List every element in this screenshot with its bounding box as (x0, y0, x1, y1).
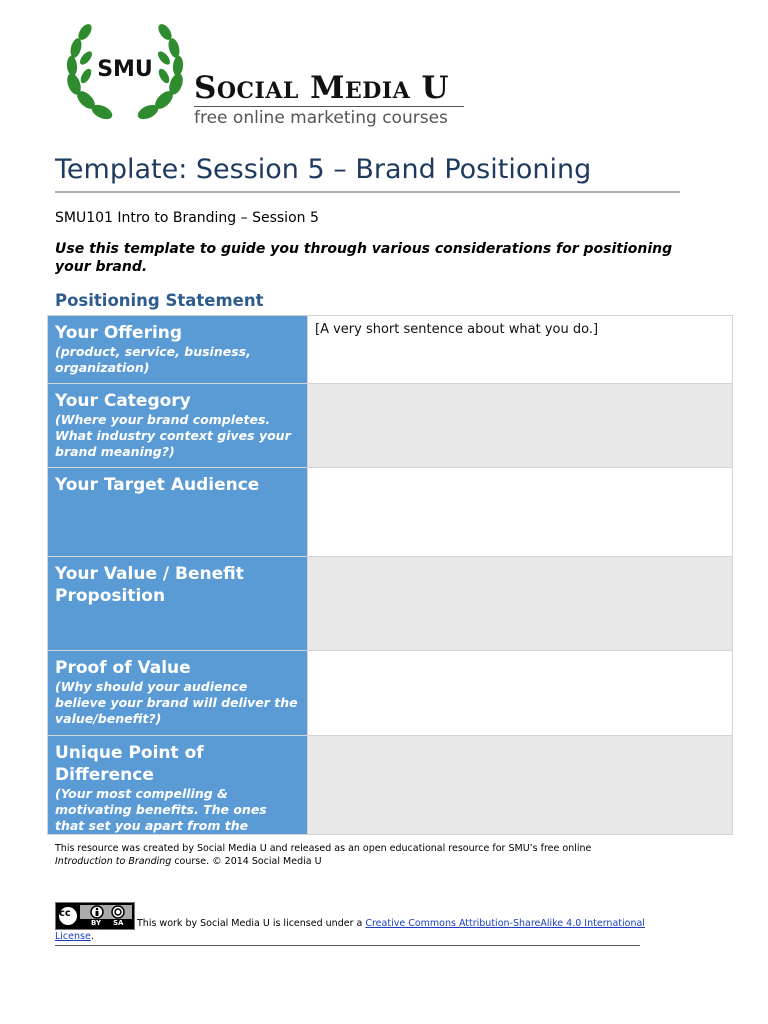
row-label-cell (48, 468, 308, 557)
license-end: . (90, 930, 94, 942)
cc-badge-cc: cc (59, 908, 71, 919)
row-label-cell (48, 316, 308, 384)
table-row (48, 557, 733, 651)
footer-divider (55, 945, 640, 946)
resource-credit (55, 843, 655, 868)
credit-copyright: course. © 2014 Social Media U (171, 855, 322, 867)
page-title: Template: Session 5 – Brand Positioning (55, 154, 592, 185)
row-title: Proof of Value (55, 658, 191, 678)
row-label-cell (48, 384, 308, 468)
course-name: Introduction to Branding (55, 855, 172, 867)
category-field[interactable] (308, 384, 733, 468)
brand-divider (194, 106, 464, 107)
row-note: (product, service, business, organization) (55, 344, 251, 375)
point-of-difference-field[interactable] (308, 736, 733, 835)
row-note: (Your most compelling & motivating benefits. The ones that set you apart from the (55, 786, 267, 833)
target-audience-field[interactable] (308, 468, 733, 557)
cc-badge-sa: SA (113, 919, 124, 927)
row-label-cell (48, 651, 308, 736)
brand-name: Social Media U (194, 70, 450, 106)
row-title: Your Category (55, 391, 191, 411)
title-divider (55, 191, 680, 193)
credit-text: This resource was created by Social Media U and released as an open educational resource for SMU’s free online (55, 843, 592, 854)
table-row (48, 651, 733, 736)
license-statement (55, 918, 645, 943)
row-label-cell (48, 557, 308, 651)
cc-badge-by: BY (91, 919, 102, 927)
brand-tagline: free online marketing courses (194, 108, 448, 128)
row-note: (Why should your audience believe your brand will deliver the value/benefit?) (55, 679, 298, 726)
license-link[interactable]: Creative Commons Attribution-ShareAlike 4.0 International License (55, 918, 645, 942)
row-note: (Where your brand completes. What industry context gives your brand meaning?) (55, 412, 291, 459)
table-row (48, 468, 733, 557)
section-heading: Positioning Statement (55, 291, 264, 310)
offering-field[interactable]: [A very short sentence about what you do.] (308, 316, 733, 384)
row-title: Your Offering (55, 323, 183, 343)
table-row (48, 316, 733, 384)
row-title: Your Value / Benefit Proposition (55, 564, 244, 606)
value-proposition-field[interactable] (308, 557, 733, 651)
positioning-table (47, 315, 733, 835)
license-text: This work by Social Media U is licensed under a (137, 918, 366, 929)
row-label-clip (55, 742, 300, 834)
proof-of-value-field[interactable] (308, 651, 733, 736)
row-title: Unique Point of Difference (55, 743, 204, 785)
row-label-cell (48, 736, 308, 835)
table-row (48, 384, 733, 468)
row-title: Your Target Audience (55, 475, 260, 495)
logo-badge-text: SMU (97, 57, 153, 82)
site-logo (60, 22, 480, 132)
intro-text: Use this template to guide you through various considerations for positioning your brand. (55, 241, 673, 275)
course-subtitle: SMU101 Intro to Branding – Session 5 (55, 210, 319, 226)
table-row (48, 736, 733, 835)
